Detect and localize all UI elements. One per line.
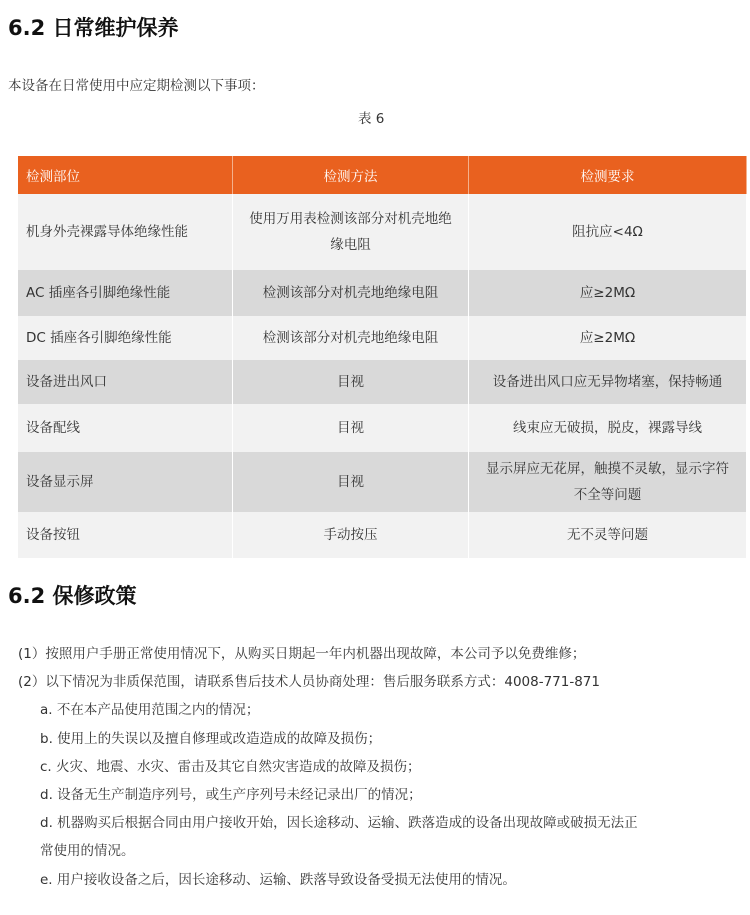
cell: 无不灵等问题 — [469, 512, 747, 558]
policy-subitem: b. 使用上的失误以及擅自修理或改造造成的故障及损伤； — [40, 731, 382, 747]
policy-subitem: c. 火灾、地震、水灾、雷击及其它自然灾害造成的故障及损伤； — [40, 759, 421, 775]
cell: AC 插座各引脚绝缘性能 — [18, 270, 233, 316]
table-row — [18, 270, 747, 316]
cell: 阻抗应<4Ω — [469, 194, 747, 270]
policy-subitem: e. 用户接收设备之后，因长途移动、运输、跌落导致设备受损无法使用的情况。 — [40, 872, 516, 888]
cell: 线束应无破损，脱皮，裸露导线 — [469, 404, 747, 452]
cell: 显示屏应无花屏，触摸不灵敏，显示字符不全等问题 — [469, 452, 747, 512]
cell: 目视 — [233, 452, 469, 512]
table-header-row — [18, 156, 747, 194]
table-row — [18, 404, 747, 452]
column-header: 检测方法 — [233, 156, 469, 194]
cell: DC 插座各引脚绝缘性能 — [18, 316, 233, 360]
cell: 目视 — [233, 404, 469, 452]
inspection-table — [18, 156, 747, 558]
cell: 目视 — [233, 360, 469, 404]
cell: 使用万用表检测该部分对机壳地绝缘电阻 — [233, 194, 469, 270]
table-row — [18, 452, 747, 512]
policy-subitem: a. 不在本产品使用范围之内的情况； — [40, 702, 260, 718]
cell: 手动按压 — [233, 512, 469, 558]
table-row — [18, 194, 747, 270]
table-row — [18, 512, 747, 558]
cell: 检测该部分对机壳地绝缘电阻 — [233, 270, 469, 316]
policy-item: (1）按照用户手册正常使用情况下，从购买日期起一年内机器出现故障，本公司予以免费维修； — [18, 646, 586, 662]
section-heading-maintenance: 6.2 日常维护保养 — [8, 16, 179, 40]
cell: 检测该部分对机壳地绝缘电阻 — [233, 316, 469, 360]
intro-text: 本设备在日常使用中应定期检测以下事项： — [8, 78, 265, 94]
policy-item: (2）以下情况为非质保范围，请联系售后技术人员协商处理：售后服务联系方式：4008-771-871 — [18, 674, 600, 690]
cell: 设备显示屏 — [18, 452, 233, 512]
column-header: 检测要求 — [469, 156, 747, 194]
cell: 设备进出风口 — [18, 360, 233, 404]
cell: 应≥2MΩ — [469, 270, 747, 316]
column-header: 检测部位 — [18, 156, 233, 194]
cell: 设备配线 — [18, 404, 233, 452]
table-row — [18, 360, 747, 404]
table-caption: 表 6 — [358, 111, 385, 127]
cell: 设备按钮 — [18, 512, 233, 558]
table-row — [18, 316, 747, 360]
section-heading-warranty: 6.2 保修政策 — [8, 584, 137, 608]
policy-subitem-continued: 常使用的情况。 — [40, 843, 135, 859]
policy-subitem: d. 机器购买后根据合同由用户接收开始，因长途移动、运输、跌落造成的设备出现故障或破损无法正 — [40, 815, 638, 831]
cell: 应≥2MΩ — [469, 316, 747, 360]
cell: 机身外壳裸露导体绝缘性能 — [18, 194, 233, 270]
policy-subitem: d. 设备无生产制造序列号，或生产序列号未经记录出厂的情况； — [40, 787, 422, 803]
cell: 设备进出风口应无异物堵塞，保持畅通 — [469, 360, 747, 404]
